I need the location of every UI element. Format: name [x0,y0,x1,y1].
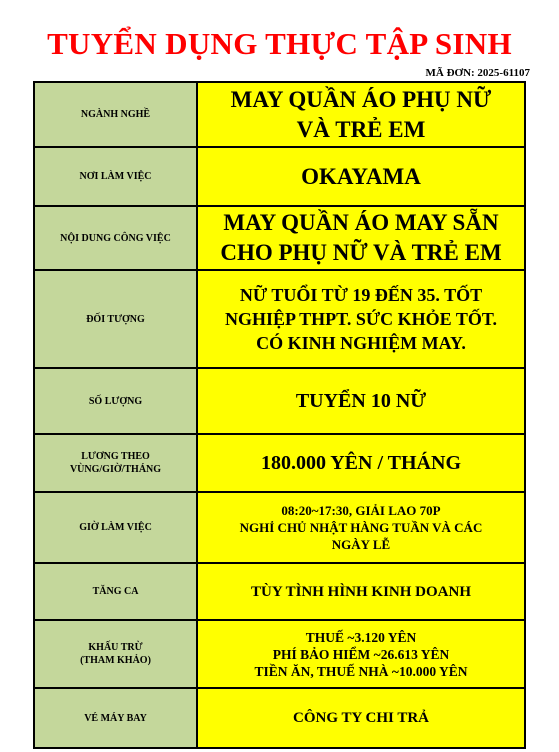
value-line: NGÀY LỄ [331,537,391,552]
value-line: PHÍ BẢO HIỂM ~26.613 YÊN [272,646,450,662]
label-text: VÉ MÁY BAY [84,712,147,724]
label-text: VÙNG/GIỜ/THÁNG [69,464,162,475]
label-overtime [34,563,197,620]
label-text: (THAM KHẢO) [80,655,151,666]
label-job-content [34,206,197,270]
value-industry [197,82,525,147]
value-line: NỮ TUỔI TỪ 19 ĐẾN 35. TỐT [239,285,483,305]
value-airfare [197,688,525,748]
value-workplace [197,147,525,206]
label-text: NƠI LÀM VIỆC [79,171,152,182]
label-text: NGÀNH NGHỀ [80,109,151,120]
value-line: 08:20~17:30, GIẢI LAO 70P [281,503,441,518]
table-row [34,563,525,620]
value-line: VÀ TRẺ EM [296,116,426,142]
label-text: KHẤU TRỪ [88,642,143,653]
page-title: TUYỂN DỤNG THỰC TẬP SINH [47,26,512,61]
label-target [34,270,197,368]
value-line: CÓ KINH NGHIỆM MAY. [256,333,466,353]
value-salary [197,434,525,492]
table-row [34,620,525,688]
table-row [34,434,525,492]
label-text: GIỜ LÀM VIỆC [79,522,152,533]
label-working-hours [34,492,197,563]
label-workplace [34,147,197,206]
table-row [34,82,525,147]
label-text: NỘI DUNG CÔNG VIỆC [60,232,171,244]
value-line: NGHỈ CHỦ NHẬT HÀNG TUẦN VÀ CÁC [239,520,483,535]
value-line: TIỀN ĂN, THUẾ NHÀ ~10.000 YÊN [254,663,468,679]
value-line: THUẾ ~3.120 YÊN [305,629,417,645]
value-line: CHO PHỤ NỮ VÀ TRẺ EM [220,240,502,265]
label-text: TĂNG CA [92,586,139,597]
label-industry [34,82,197,147]
label-salary [34,434,197,492]
value-line: MAY QUẦN ÁO MAY SẴN [223,210,499,235]
table-row [34,688,525,748]
value-line: NGHIỆP THPT. SỨC KHỎE TỐT. [224,309,498,329]
value-quantity [197,368,525,434]
label-deductions [34,620,197,688]
value-line: CÔNG TY CHI TRẢ [293,710,429,726]
table-row [34,368,525,434]
label-text: ĐỐI TƯỢNG [86,313,145,325]
table-row [34,147,525,206]
label-quantity [34,368,197,434]
order-code: MÃ ĐƠN: 2025-61107 [425,67,530,79]
value-line: MAY QUẦN ÁO PHỤ NỮ [230,86,492,112]
value-working-hours [197,492,525,563]
value-line: TUYỂN 10 NỮ [295,390,427,412]
table-row [34,206,525,270]
label-text: LƯƠNG THEO [81,451,150,462]
table-row [34,270,525,368]
value-job-content [197,206,525,270]
value-deductions [197,620,525,688]
label-airfare [34,688,197,748]
value-line: OKAYAMA [301,163,421,189]
value-line: TÙY TÌNH HÌNH KINH DOANH [250,583,472,600]
table-row [34,492,525,563]
job-info-table [33,81,526,749]
value-line: 180.000 YÊN / THÁNG [260,452,462,474]
value-overtime [197,563,525,620]
value-target [197,270,525,368]
label-text: SỐ LƯỢNG [88,395,143,407]
